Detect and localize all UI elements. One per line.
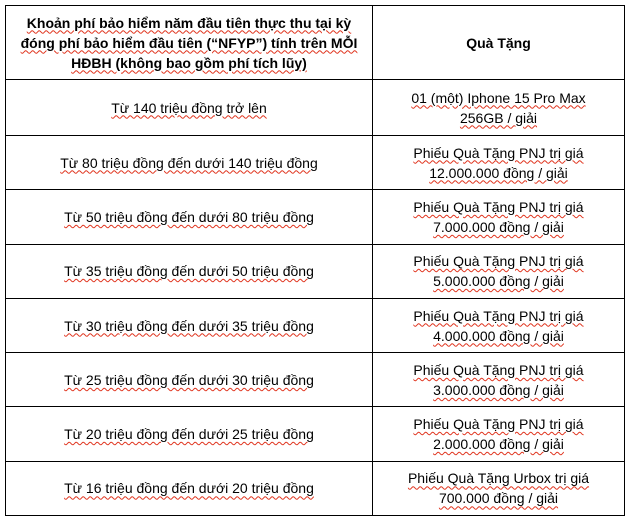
- gift-text-line2: 12.000.000 đồng / giải: [429, 164, 568, 181]
- premium-range-cell: [6, 244, 373, 298]
- gift-cell: [373, 136, 625, 190]
- gift-cell: [373, 190, 625, 244]
- gift-text-line2: 3.000.000 đồng / giải: [433, 381, 564, 398]
- table-row: [6, 190, 625, 244]
- premium-range-cell: [6, 298, 373, 352]
- gift-text-line1: Phiếu Quà Tặng PNJ trị giá: [413, 361, 584, 378]
- table-row: [6, 136, 625, 190]
- premium-range-cell: [6, 136, 373, 190]
- header-gift: Quà Tặng: [373, 6, 625, 80]
- premium-range-text: Từ 20 triệu đồng đến dưới 25 triệu đồng: [64, 426, 314, 443]
- gift-cell: [373, 407, 625, 461]
- premium-range-cell: [6, 353, 373, 407]
- gift-cell: [373, 298, 625, 352]
- table-row: [6, 461, 625, 515]
- gift-text-line1: Phiếu Quà Tặng Urbox trị giá: [407, 470, 590, 487]
- gift-text-line1: 01 (một) Iphone 15 Pro Max: [411, 89, 586, 106]
- gift-text-line1: Phiếu Quà Tặng PNJ trị giá: [413, 253, 584, 270]
- premium-range-text: Từ 50 triệu đồng đến dưới 80 triệu đồng: [64, 208, 314, 225]
- gift-text-line2: 2.000.000 đồng / giải: [433, 436, 564, 453]
- table-header-row: [6, 6, 625, 80]
- table-row: [6, 298, 625, 352]
- gift-cell: [373, 80, 625, 136]
- premium-range-cell: [6, 407, 373, 461]
- gift-cell: [373, 461, 625, 515]
- header-premium-amount: Khoản phí bảo hiểm năm đầu tiên thực thu tại kỳ đóng phí bảo hiểm đầu tiên (“NFYP”) tính trên MỖI HĐBH (không bao gồm phí tích lũy): [6, 6, 373, 80]
- premium-range-text: Từ 140 triệu đồng trở lên: [111, 99, 267, 116]
- premium-range-cell: [6, 190, 373, 244]
- premium-range-cell: [6, 461, 373, 515]
- gift-tier-table: [5, 5, 625, 516]
- premium-range-text: Từ 35 triệu đồng đến dưới 50 triệu đồng: [64, 263, 314, 280]
- gift-text-line2: 700.000 đồng / giải: [438, 490, 559, 507]
- table-row: [6, 80, 625, 136]
- premium-range-text: Từ 25 triệu đồng đến dưới 30 triệu đồng: [64, 371, 314, 388]
- table-row: [6, 407, 625, 461]
- gift-cell: [373, 353, 625, 407]
- gift-text-line2: 256GB / giải: [459, 109, 538, 126]
- gift-text-line2: 7.000.000 đồng / giải: [433, 218, 564, 235]
- gift-cell: [373, 244, 625, 298]
- premium-range-cell: [6, 80, 373, 136]
- gift-text-line2: 5.000.000 đồng / giải: [433, 273, 564, 290]
- gift-text-line2: 4.000.000 đồng / giải: [433, 327, 564, 344]
- gift-text-line1: Phiếu Quà Tặng PNJ trị giá: [413, 416, 584, 433]
- table-row: [6, 353, 625, 407]
- premium-range-text: Từ 16 triệu đồng đến dưới 20 triệu đồng: [64, 480, 314, 497]
- gift-text-line1: Phiếu Quà Tặng PNJ trị giá: [413, 144, 584, 161]
- premium-range-text: Từ 80 triệu đồng đến dưới 140 triệu đồng: [60, 154, 318, 171]
- gift-text-line1: Phiếu Quà Tặng PNJ trị giá: [413, 198, 584, 215]
- table-row: [6, 244, 625, 298]
- gift-text-line1: Phiếu Quà Tặng PNJ trị giá: [413, 307, 584, 324]
- premium-range-text: Từ 30 triệu đồng đến dưới 35 triệu đồng: [64, 317, 314, 334]
